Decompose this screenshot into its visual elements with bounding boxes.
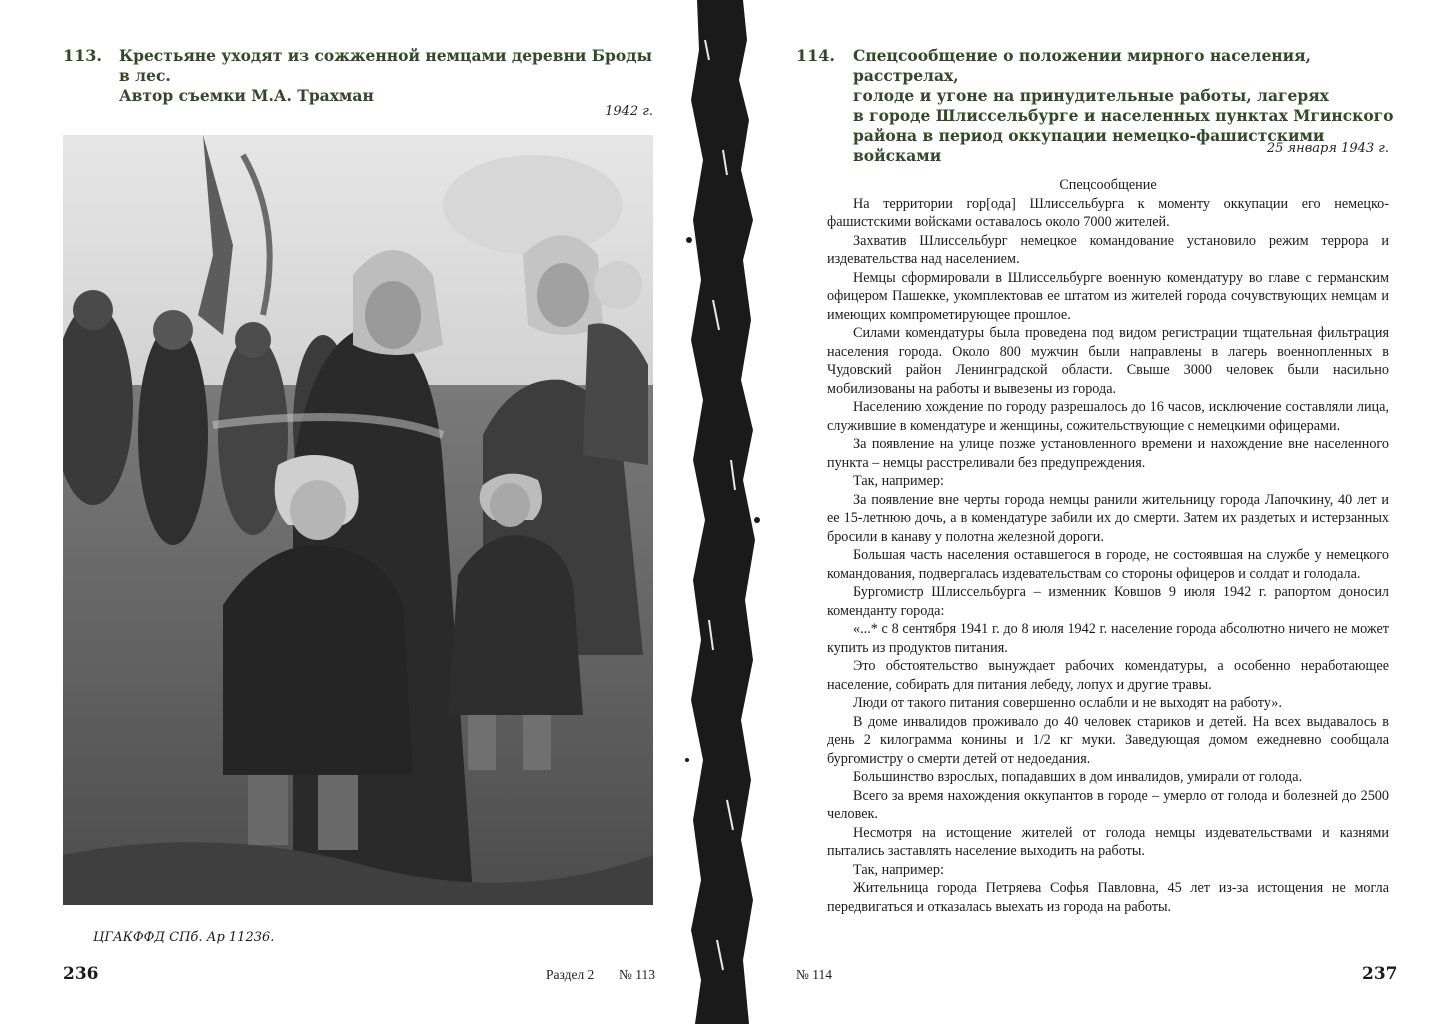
body-paragraph: За появление на улице позже установленного времени и нахождение вне населенного пункта – немцы расстреливали без предупреждения.: [827, 436, 1389, 471]
title-line: в городе Шлиссельбурге и населенных пунктах Мгинского: [853, 106, 1394, 125]
body-paragraph: Всего за время нахождения оккупантов в городе – умерло от голода и болезней до 2500 человек.: [827, 787, 1389, 822]
page-number: 237: [1362, 964, 1398, 984]
gutter-brush-stroke: [683, 0, 763, 1024]
body-paragraph: Большинство взрослых, попадавших в дом инвалидов, умирали от голода.: [853, 769, 1303, 785]
title-line: Спецсообщение о положении мирного населения, расстрелах,: [853, 46, 1311, 85]
body-paragraph: Так, например:: [853, 473, 944, 489]
title-line: района в период оккупации немецко-фашистскими войсками: [853, 126, 1325, 165]
body-paragraph: Немцы сформировали в Шлиссельбурге военную комендатуру во главе с германским офицером Пашекке, укомплектовав ее штатом из жителей города сочувствующих немцам и имеющих компрометирующее прошлое.: [827, 269, 1389, 323]
title-line: Крестьяне уходят из сожженной немцами деревни Броды в лес.: [119, 46, 653, 85]
document-date: 25 января 1943 г.: [1266, 141, 1389, 156]
photo-caption: ЦГАКФФД СПб. Ар 11236.: [93, 930, 275, 945]
body-paragraph: За появление вне черты города немцы ранили жительницу города Лапочкину, 40 лет и ее 15-летнюю дочь, а в комендатуре забили их до смерти. Затем их раздетых и истерзанных бросили в канаву у полотна железной дороги.: [827, 491, 1389, 545]
title-line: голоде и угоне на принудительные работы, лагерях: [853, 86, 1329, 105]
body-paragraph: Это обстоятельство вынуждает рабочих комендатуры, а особенно неработающее население, собирать для питания лебеду, лопух и другие травы.: [827, 658, 1389, 693]
title-line: Автор съемки М.А. Трахман: [119, 86, 374, 105]
photo-illustration: [63, 135, 653, 905]
body-paragraph: Несмотря на истощение жителей от голода немцы издевательствами и казнями пытались заставлять население выходить на работы.: [827, 824, 1389, 859]
document-date: 1942 г.: [605, 104, 653, 119]
body-paragraph: Захватив Шлиссельбург немецкое командование установило режим террора и издевательства над населением.: [827, 232, 1389, 267]
body-heading: Спецсообщение: [1059, 177, 1157, 193]
body-paragraph: Населению хождение по городу разрешалось до 16 часов, исключение составляли лица, служившие в комендатуре и женщины, сожительствующие с немецкими офицерами.: [827, 399, 1389, 434]
quoted-paragraph: «...* с 8 сентября 1941 г. до 8 июля 1942 г. население города абсолютно ничего не может купить из продуктов питания.: [827, 621, 1389, 656]
document-number: 113.: [63, 46, 102, 65]
document-number: 114.: [796, 46, 835, 65]
page-number: 236: [63, 964, 99, 984]
running-document-number: № 113: [619, 967, 656, 982]
archival-photo: [63, 135, 653, 905]
running-document-number: № 114: [796, 967, 833, 982]
body-paragraph: Жительница города Петряева Софья Павловна, 45 лет из-за истощения не могла передвигаться и отказалась выехать из города на работы.: [827, 880, 1389, 915]
body-paragraph: В доме инвалидов проживало до 40 человек стариков и детей. На всех выдавалось в день 2 килограмма конины и 1/2 кг муки. Заведующая домом ежедневно сообщала бургомистру о смерти детей от недоедания.: [827, 713, 1389, 767]
body-paragraph: Силами комендатуры была проведена под видом регистрации тщательная фильтрация населения города. Около 800 мужчин были направлены в лагерь военнопленных в Чудовский район Ленинградской области. Свыше 3000 человек были насильно мобилизованы на работы и вывезены из города.: [827, 325, 1389, 397]
body-paragraph: На территории гор[ода] Шлиссельбурга к моменту оккупации его немецко-фашистскими войсками оставалось около 7000 жителей.: [827, 195, 1389, 230]
document-body: [827, 176, 1389, 916]
body-paragraph: Так, например:: [853, 861, 944, 878]
body-paragraph: Люди от такого питания совершенно ослабли и не выходят на работу».: [853, 695, 1282, 711]
running-section: Раздел 2: [546, 967, 595, 982]
body-paragraph: Большая часть населения оставшегося в городе, не состоявшая на службе у немецкого командования, подвергалась издевательствам со стороны офицеров и солдат и голодала.: [827, 547, 1389, 582]
document-title: [119, 46, 659, 106]
body-paragraph: Бургомистр Шлиссельбурга – изменник Ковшов 9 июля 1942 г. рапортом доносил коменданту города:: [827, 584, 1389, 619]
left-page: [0, 0, 685, 1024]
